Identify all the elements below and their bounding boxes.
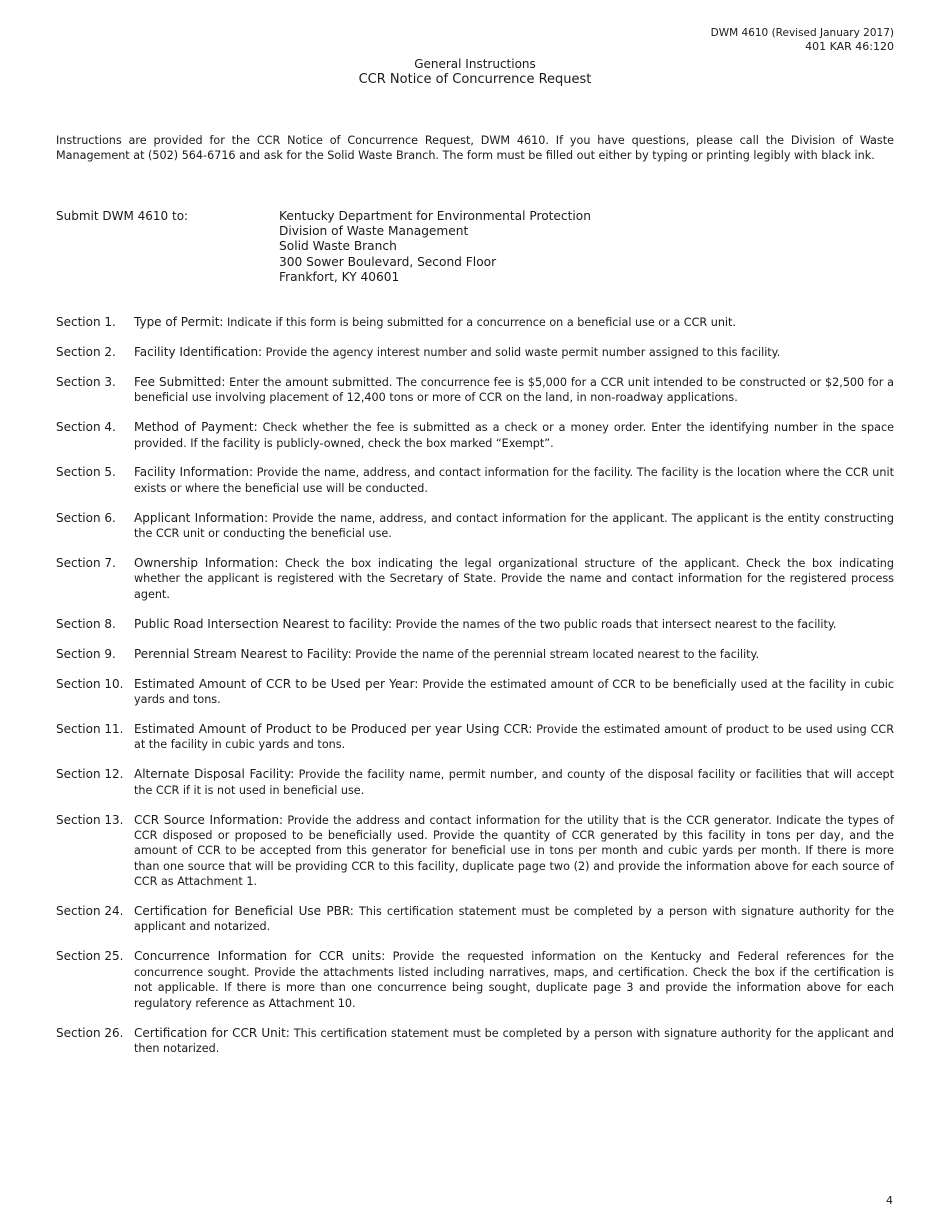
section-item [56, 722, 894, 753]
submit-label: Submit DWM 4610 to: [56, 209, 189, 223]
section-text: This certification statement must be completed by a person with signature authority for the applicant and then notarized. [134, 1026, 894, 1055]
section-number: Section 6. [56, 510, 116, 525]
section-item [56, 556, 894, 602]
section-body [134, 315, 894, 330]
section-body [134, 617, 894, 632]
section-instructions-list [56, 315, 894, 1071]
section-number: Section 26. [56, 1025, 124, 1040]
section-number: Section 13. [56, 812, 124, 827]
address-line: Solid Waste Branch [279, 239, 397, 254]
section-text: Provide the name, address, and contact information for the applicant. The applicant is the entity constructing the CCR unit or conducting the beneficial use. [134, 511, 894, 541]
section-heading: Estimated Amount of CCR to be Used per Year: [134, 676, 419, 691]
page-number: 4 [886, 1194, 893, 1207]
section-text: Provide the estimated amount of product to be used using CCR at the facility in cubic yards and tons. [134, 722, 895, 752]
section-heading: Alternate Disposal Facility: [134, 767, 295, 782]
section-item [56, 677, 894, 708]
section-number: Section 11. [56, 721, 124, 736]
section-body [134, 465, 894, 496]
section-body [134, 949, 894, 1011]
form-number: DWM 4610 (Revised January 2017) [710, 27, 894, 39]
section-heading: Certification for Beneficial Use PBR: [134, 904, 354, 919]
section-body [134, 556, 894, 602]
section-number: Section 25. [56, 949, 124, 964]
section-body [134, 722, 894, 753]
section-number: Section 5. [56, 465, 116, 480]
address-line: 300 Sower Boulevard, Second Floor [279, 254, 497, 269]
section-heading: Public Road Intersection Nearest to facility: [134, 616, 393, 631]
section-text: Provide the agency interest number and solid waste permit number assigned to this facility. [262, 345, 781, 359]
section-text: Provide the name, address, and contact information for the facility. The facility is the location where the CCR unit exists or where the beneficial use will be conducted. [134, 466, 894, 495]
section-heading: Facility Identification: [134, 344, 263, 359]
section-heading: Applicant Information: [134, 510, 269, 525]
section-item [56, 949, 894, 1011]
intro-paragraph: Instructions are provided for the CCR Notice of Concurrence Request, DWM 4610. If you have questions, please call the Division of Waste Management at (502) 564-6716 and ask for the Solid Waste Branch. The form must be filled out either by typing or printing legibly with black ink. [56, 134, 894, 163]
section-heading: Estimated Amount of Product to be Produced per year Using CCR: [134, 721, 533, 736]
section-body [134, 677, 894, 708]
section-text: Provide the facility name, permit number, and county of the disposal facility or facilities that will accept the CCR if it is not used in beneficial use. [134, 768, 894, 797]
section-text: Check the box indicating the legal organizational structure of the applicant. Check the box indicating whether the applicant is registered with the Secretary of State. Provide the name and contact information for the registered process agent. [134, 557, 894, 601]
section-text: Indicate if this form is being submitted for a concurrence on a beneficial use or a CCR unit. [223, 316, 736, 329]
section-body [134, 647, 894, 662]
section-heading: Fee Submitted: [134, 374, 226, 389]
section-item [56, 767, 894, 798]
address-line: Kentucky Department for Environmental Protection [279, 209, 591, 223]
section-body [134, 420, 894, 451]
title-line-2: CCR Notice of Concurrence Request [358, 72, 592, 87]
section-item [56, 345, 894, 360]
section-item [56, 465, 894, 496]
section-heading: Perennial Stream Nearest to Facility: [134, 646, 352, 661]
form-identifier [711, 27, 894, 53]
section-number: Section 2. [56, 344, 116, 359]
section-text: Provide the names of the two public roads that intersect nearest to the facility. [392, 617, 837, 631]
section-item [56, 647, 894, 662]
section-text: Check whether the fee is submitted as a check or a money order. Enter the identifying number in the space provided. If the facility is publicly-owned, check the box marked “Exempt”. [134, 421, 895, 450]
page-title [0, 56, 950, 88]
section-heading: Concurrence Information for CCR units: [134, 949, 386, 964]
section-item [56, 904, 894, 935]
section-number: Section 1. [56, 315, 116, 329]
section-text: Enter the amount submitted. The concurrence fee is $5,000 for a CCR unit intended to be constructed or $2,500 for a beneficial use involving placement of 12,400 tons or more of CCR on the land, in non-roadway applications. [134, 375, 894, 405]
title-line-1: General Instructions [414, 57, 536, 71]
section-body [134, 375, 894, 406]
section-text: This certification statement must be completed by a person with signature authority for the applicant and notarized. [134, 905, 894, 934]
section-item [56, 1026, 894, 1057]
section-text: Provide the name of the perennial stream located nearest to the facility. [351, 647, 760, 661]
section-item [56, 420, 894, 451]
section-body [134, 904, 894, 935]
section-item [56, 511, 894, 542]
section-text: Provide the estimated amount of CCR to be beneficially used at the facility in cubic yards and tons. [134, 677, 894, 706]
section-body [134, 511, 894, 542]
section-body [134, 345, 894, 360]
section-heading: Type of Permit: [134, 315, 224, 329]
section-heading: Method of Payment: [134, 420, 258, 435]
address-line: Division of Waste Management [279, 224, 469, 239]
section-number: Section 24. [56, 904, 124, 919]
section-text: Provide the requested information on the Kentucky and Federal references for the concurrence sought. Provide the attachments listed including narratives, maps, and certification. Check the box if the certification is not applicable. If there is more than one concurrence being sought, duplicate page 3 and provide the information above for each regulatory reference as Attachment 10. [134, 950, 894, 1010]
section-number: Section 9. [56, 646, 116, 661]
section-number: Section 12. [56, 767, 124, 782]
section-text: Provide the address and contact information for the utility that is the CCR generator. Indicate the types of CCR disposed or proposed to be beneficially used. Provide the quantity of CCR generated by this facility in tons per day, and the amount of CCR to be accepted from this generator for beneficial use in tons per month and cubic yards per month. If there is more than one source that will be providing CCR to this facility, duplicate page two (2) and provide the information above for each source of CCR as Attachment 1. [134, 813, 894, 889]
section-item [56, 375, 894, 406]
section-body [134, 767, 894, 798]
regulation-citation: 401 KAR 46:120 [805, 40, 894, 53]
section-item [56, 813, 894, 890]
section-item [56, 315, 894, 330]
section-number: Section 7. [56, 556, 116, 571]
section-heading: CCR Source Information: [134, 812, 284, 827]
address-line: Frankfort, KY 40601 [279, 269, 400, 284]
section-number: Section 10. [56, 676, 124, 691]
section-number: Section 4. [56, 420, 116, 435]
section-number: Section 8. [56, 616, 116, 631]
section-body [134, 1026, 894, 1057]
mailing-address [279, 209, 591, 285]
section-body [134, 813, 894, 890]
section-item [56, 617, 894, 632]
section-heading: Facility Information: [134, 465, 254, 480]
section-heading: Certification for CCR Unit: [134, 1025, 290, 1040]
section-number: Section 3. [56, 374, 116, 389]
section-heading: Ownership Information: [134, 556, 279, 571]
